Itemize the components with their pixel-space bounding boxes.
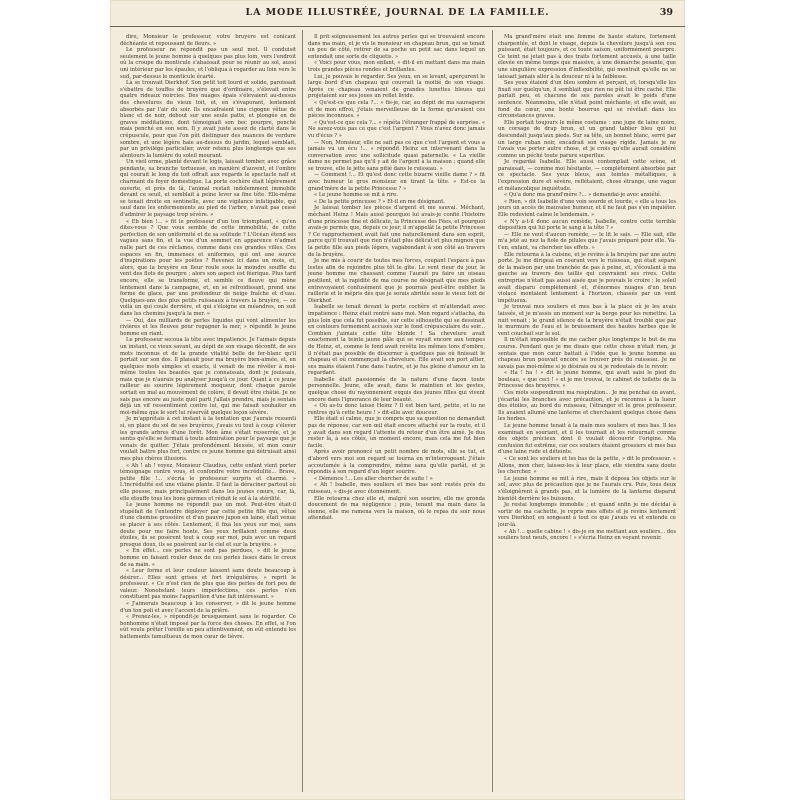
- paragraph: — Oui, des milliards de perles liquides qui vont alimenter les rivières et les fleuves pour regagner la mer, » répondit le jeune homme en riant.: [120, 317, 296, 337]
- paragraph: « De la petite princesse ? » Et-il en me désignant.: [314, 198, 445, 205]
- paragraph: Ces mots suspendirent ma respiration... Je me penchai en avant, j'écartai les branches avec précaution, et je reconnus à la lueur des étoiles, au bord du ruisseau, l'étranger et le gros professeur. Ils avaient allumé une lanterne et cherchaient quelque chose dans les herbes.: [498, 390, 676, 423]
- paragraph: « Ah ! ah ! voyez, Monsieur Claudius, cette enfant vient porter témoignage contre vous, et confondre votre incrédulité... Brave, petite fille !... s'écria le professeur surpris et charmé. » L'incrédulité est une vilaine plante. Il faut la déraciner partout où elle pousse, mais principalement dans les jeunes cœurs, car, là, elle étouffe tous les bons germes et réduit le sol à la stérilité.: [120, 462, 296, 502]
- paragraph: « En effet... ces perles ne sont pas perdues, » dit le jeune homme en faisant rouler deux de ces perles lisses dans le creux de sa main. »: [120, 548, 296, 568]
- paragraph: Je laissai tomber les pièces d'argent et me sauvai. Méchant, méchant Heinz ! Mais aussi pourquoi lui avais-je confié l'histoire d'une princesse fine et délicate, la Princesse des Fées, et pourquoi avais-je permis que, depuis ce jour, il m'appelât la petite Princesse ? Ce rapprochement avait fait une naturellement dans son esprit, parce qu'il trouvait que rien n'était plus délicat et plus mignon que la petite fille aux pieds légers, vagabondant à son côté au travers de la bruyère.: [308, 205, 485, 258]
- paragraph: Ma grand'mère était une femme de haute stature, fortement charpentée, et dont le visage, depuis la chevelure jusqu'à son cou puissant, était toujours, et ce toute saison, uniformément pourpre. Ce teint ne jetait pas à des traits fortement accusés, à une taille élevée en même temps que massive, à une démarche pesante, que une singulière expression d'inflexibilité, qui montrait qu'elle ne se laissait jamais aller à la douceur ni à la faiblesse.: [498, 34, 676, 80]
- paragraph: Le jeune homme tenait à la main mes souliers et mes bas. Il les examinait en souriant, et il les tournait et les retournait comme des objets précieux dont il voulait découvrir l'origine. Ma confusion fut extrême, car ces souliers étaient grossiers et mes bas d'une laine rude et déteinte.: [498, 423, 676, 456]
- paragraph: Elle retourna à la cuisine, et je revins à la bruyère par une autre porte. Je me dirigeai en courant vers le ruisseau, qui était séparé de la maison par une tranchée de pas à peine, et, s'écoulant à ma gauche au travers des taillis qui couvraient ses rives. Cette entreprise n'était pas aussi aisée que je pouvais le croire ; le soleil avait disparu complètement et, d'énormes nuages d'un brun violacé montaient lentement à l'horizon, chassés par un vent impétueux.: [498, 251, 676, 304]
- paragraph: « Qu'est-ce que cela ?... » répéta l'étranger frappé de surprise. « Ne savez-vous pas ce que c'est l'argent ? Vous n'avez donc jamais vu d'écus ? »: [308, 119, 485, 139]
- paragraph: Je restai longtemps immobile ; et quand enfin je me décidai à sortir de ma cachette, je repris mes effets et je revins lentement vers Dierkhof, en songeant à tout ce que j'avais vu et entendu ce jour-là.: [498, 502, 676, 528]
- running-title: LA MODE ILLUSTRÉE, JOURNAL DE LA FAMILLE.: [245, 7, 550, 18]
- paragraph: « N'y a-t-il donc aucun remède, Isabelle, contre cette terrible disposition qui lui porte le sang à la tête ? »: [498, 218, 676, 232]
- paragraph: Elle retourna chez elle et, malgré son sourire, elle me gronda doucement de ma négligence ; puis, tenant ma main dans la sienne, elle me ramena vers la maison, où le repas du soir nous attendait.: [308, 495, 485, 522]
- paragraph: Elle était si calme, que je compris que sa question ne demandait pas de réponse, car son œil était encore attaché sur la route, et il y avait dans son regard l'attente du retour d'un être aimé. Je dus rester là, à ses côtés, un moment encore, mais cela me fut bien facile.: [308, 416, 485, 449]
- paragraph: Lui, je pouvais le regarder. Ses yeux, en se levant, aperçurent le large bord d'un chapeau qui couvrait la moitié de son visage. Après ce chapeau venaient de grandes lunettes bleues qui projetaient sur ses joues un reflet livide.: [308, 73, 485, 100]
- paragraph: Le jeune homme se mit à rire, mais il déposa les objets sur le sol, avec plus de précaution que je ne l'aurais cru. Puis, tous deux s'éloignèrent à grands pas, et la lumière de la lanterne disparut bientôt derrière les buissons.: [498, 475, 676, 502]
- paragraph: — Non, Monsieur, elle ne sait pas ce que c'est l'argent et vous a jamais vu un écu !... » répondit Heinz en intervenant dans la conversation avec une sollicitude quasi paternelle. « La vieille dame ne permet pas qu'il y ait de l'argent à la maison ; quand elle se trouve, elle le jette sans pitié dans le ruisseau. »: [308, 139, 485, 172]
- paragraph: « Ha ! ha ! » dit le jeune homme, qui avait saisi le pied du bouleau, « que ceci ! » et je me trouvai, le cabinet de toilette de la Princesse des bruyères. »: [498, 370, 676, 390]
- paragraph: « Qu'a donc ma grand'mère ?... » demandai-je avec anxiété.: [504, 192, 662, 199]
- paragraph: — Elle ne veut d'aucun remède, — le lit le sais. — Elle sait, elle m'a jeté au nez la fiole de pilules que j'avais préparé pour elle. Va-t'en, enfant, va chercher tes effets. »: [498, 231, 676, 251]
- page-number: 39: [659, 7, 673, 18]
- paragraph: « Rien, » dit Isabelle d'une voix sourde et lourde, « elle a tous les jours un accès de mauvaise humeur, et il ne faut pas s'en inquiéter. Elle redevient calme le lendemain. »: [498, 198, 676, 219]
- paragraph: Je m'apprêtais à cet instant à la tentation que j'aurais ressenti si, en place du sol de ses bruyères, j'avais vu tout à coup s'élever les grands arbres d'une forêt. Mon âme s'était resserrée, et je sentis qu'elle se fermait à toute admiration pour le paysage que je venais de quitter. J'étais profondément blessée, et mon cœur voulait battre plus fort, contre ce jeune homme qui détruisait ainsi mes plus chères illusions.: [120, 416, 296, 462]
- paragraph: « Ah ! Isabelle, mes souliers et mes bas sont restés près du ruisseau, » dis-je avec étonnement.: [308, 482, 485, 495]
- paragraph: « Prenez-les, » répondit-je brusquement sans le regarder. Ce bonhomme n'était imposé par la force des choses. En effet, si l'on eût voulu prêter l'oreille en peu attentivement, on eût entendu les battements tumultueux de mon cœur de lièvre.: [120, 614, 296, 641]
- text-column-2: [308, 34, 485, 790]
- paragraph: Il m'était impossible de me cacher plus longtemps le but de ma course. Pendant que je me disais que cette chose n'était rien, je sentais que mon cœur battait à l'idée que le jeune homme au chapeau brun pouvait encore se trouver près du ruisseau. Je ne savais pas moi-même si je désirais ou si je redoutais de le revoir.: [498, 337, 676, 370]
- paragraph: Elle portait toujours le même costume : une jupe de laine noire, un corsage de drap brun, et un grand tablier bleu qui lui descendait jusqu'aux pieds. Sur sa tête, un bonnet blanc, serré par un large ruban noir, encadrait son visage rigide. Jamais je ne l'avais vue porter autre chose, et je crois qu'elle aurait considéré comme un péché toute parure superflue.: [498, 119, 676, 159]
- paragraph: Le professeur ne répondit pas un seul mot. Il conduisit seulement le jeune homme à quelques pas plus loin, vers l'endroit où la croupe du monticule s'abaissait pour se réunir au sol, aussi uni intérieur par les épaules, et l'obliqua à regarder au loin vers le sud, par-dessus le monticule écarté.: [120, 47, 296, 80]
- paragraph: Je me mis à courir de toutes mes forces, coupant l'espace à pas lestes afin de rejoindre plus tôt le gîte. Le vent rieur du jour, le jeune homme me chassant comme l'aurait pu faire un oiseau pestilent, et la rapidité de ma course ne désignait que mes pieds entrevoyaient confusément que je pourrais peut-être oublier la raillerie et le mépris dès que je serais abritée sous le vieux toit de Dierkhof.: [308, 258, 485, 304]
- text-column-3: [498, 34, 676, 790]
- paragraph: « Ce sont les souliers et les bas de la petite, » dit le professeur. « Allons, mon cher, laissez-les à leur place, elle viendra sans doute les chercher. »: [498, 456, 676, 476]
- paragraph: — Comment !... Et qu'est donc cette bizarre vieille dame ? » fit avec humeur le gros monsieur en tirant la tête. « Est-ce la grand'mère de la petite Princesse ? »: [308, 172, 485, 192]
- paragraph: Isabelle se tenait devant la porte cochère et m'attendait avec impatience : Heinz était rentré sans moi. Mon regard s'attacha, du plus loin que cela fut possible, sur cette silhouette qui se dessinait en contours fermement accusés sur le fond crépusculaire du soir... Combien j'aimais cette tête blonde ! Sa chevelure avait exactement la teinte jaune pâle qui se voyait encore aux tempes de Heinz, et, comme le fond avait revêtu les mêmes tons d'ombre, il n'était pas possible de discerner à quelques pas où finissait le chapeau et où commençait la chevelure. Elle avait son port altier, ses mains étaient l'une dans l'autre, et je fus pleine d'amour en la regardant.: [308, 304, 485, 377]
- paragraph: Le professeur secoua la tête avec impatience. Je l'aimais depuis un instant, ce vieux savant, au dépit de son visage déconfit, de ses mots inconnus et de la grande vitalité belle de fer-blanc qu'il portait sur son dos. Il plaisait pour ma bruyère bien-aimée, et, en quelques mots simples et exacts, il venait de me révéler à moi-même toutes les beautés que je connaissais, dont je jouissais, mais que je n'aurais pu analyser jusqu'à ce jour. Quant à ce jeune railleur au sourire légèrement moqueur, dont chaque parole sortait en mal au mouvement de colère, il devait être châtié. Je ne sais pas encore au juste quel parti j'allais prendre, mais je sentais déjà un vif ressentiment contre lui, qui me faisait souhaiter en moi-même que le sort lui réservât quelque leçon sévère.: [120, 337, 296, 416]
- paragraph: dire, Monsieur le professeur, votre bruyère est conicant déchéante et repoussant de fleurs. »: [120, 34, 296, 47]
- paragraph: Isabelle était passionnée de la nature d'une façon toute personnelle. Jeune, elle avait, dans le maintien et les gestes, quelque chose du rayonnement exquis des jeunes filles qui vivent encore dans l'ignorance de leur beauté.: [308, 376, 485, 403]
- paragraph: « J'aimerais beaucoup à les conserver, » dit le jeune homme d'un ton poli et avec l'accent de la prière.: [120, 601, 296, 614]
- paragraph: « Le jeune homme se mit à rire.: [314, 192, 398, 199]
- column-divider: [492, 30, 493, 792]
- paragraph: « Ah !... quelle cabine ! » dis-je en me mettant aux souliers... des souliers tout neufs, encore ! » s'écria Heinz en voyant revenir.: [498, 528, 676, 542]
- paragraph: Après avoir prononcé un petit nombre de mots, elle se tut, et d'abord vers moi son regard se tourna en m'interrogeant. J'étais accoutumée à la comprendre, même sans qu'elle parlât, et je répondis à son regard d'un léger sourire.: [308, 449, 485, 476]
- paragraph: Un vieil orme, planté devant le logis, laissait tomber, avec grâce pendante, sa branche tortueuse, en manière d'auvent, et l'ombre qui courait le long du toit offrait aux regards le spectacle naïf et charmant du foyer domestique. La porte cochère était légèrement ouverte, et près de là, l'animal restait indolemment immobile devant ce seuil, et semblait à peine lever sa fine tête. Elle-même se tenait droite en sentinelle, avec une vigilance infatigable, qui sauf dans les enfermements au pied de l'arbre, n'avait pas cessé d'admirer le paysage trop sévère. »: [120, 159, 296, 219]
- paragraph: Il prit soigneusement les autres perles qui se trouvaient encore dans ma main, et je vis le monsieur en chapeau brun, qui se tenait un peu de côté, retirer de sa poche un petit sac dans lequel on entendait une sorte de cliquetis. »: [308, 34, 485, 60]
- paragraph: Ses yeux étaient d'un bleu sombre et perçant, et, lorsqu'elle les fixait sur quelqu'un, il semblait que rien ne pût lui être caché. Elle parlait peu, et chacune de ses paroles avait le poids d'une sentence. Néanmoins, elle n'était point méchante, et elle avait, au fond du cœur, une bonté bourrue qui se révélait dans les circonstances graves.: [498, 80, 676, 120]
- paragraph: « Voici pour vous, mon enfant, » dit-il en mettant dans ma main trois grandes pièces rondes et brillantes.: [308, 60, 485, 73]
- paragraph: « Leur forme et leur couleur laissent sans doute beaucoup à désirer... Elles sont grises et fort irrégulières, » reprit le professeur. « Ce n'est rien de plus que des perles de fort peu de valeur. Nonobstant leurs imperfections, ces perles n'en constituent pas moins l'apparition d'une fait intéressant. »: [120, 568, 296, 601]
- paragraph: Je trouvai mes souliers et mes bas à la place où je les avais laissés, et je m'assis un moment sur la berge pour les remettre. La nuit venait ; le grand silence de la bruyère n'était troublé que par le murmure de l'eau et le bruissement des hautes herbes que le vent couchait sur le sol.: [498, 304, 676, 337]
- page-header: [110, 0, 685, 27]
- text-column-1: [120, 34, 296, 790]
- magazine-page: [110, 0, 685, 800]
- paragraph: Je regardai Isabelle. Elle aussi contemplait cette scène, et paraissait, — comme moi hésitante, — complètement absorbée par ce spectacle. Ses yeux bleus, aux teintes métalliques, à l'expression dure et sévère, reflétaient, chose étrange, une vague et mélancolique inquiétude.: [498, 159, 676, 192]
- paragraph: « Démence !... Les aller chercher de suite ! »: [314, 475, 433, 482]
- paragraph: Le jeune homme ne répondit pas un mot. Peut-être était-il stupéfait de l'entendre déployer par cette petite fille qui, vêtue d'une chemise grossière et d'un pauvre jupon en laine, était venue se placer à ses côtés. Lentement, il fixa les yeux sur moi, sans doute pour me faire honte. Ses yeux brillaient comme deux étoiles, ils se posèrent tout à coup sur moi, puis avec un regard presque doux, ils se posèrent sur le ciel et sur la bruyère. »: [120, 502, 296, 548]
- paragraph: Là se trouvait Dierkhof. Son petit toit lourd et solide, paroissait s'ébattre de touffes de bruyère que d'ordinaire, s'élevait entre quatre rideaux noircies. Des nuages épais s'élevaient au-dessus des chevelures du vieux toit, et, en s'évaporant, lentement absorbés par l'air du soir. Ils encadraient une cigogne vêtue de blanc et de noir, debout sur une seule patte, et plongée en de graves méditations, dont témoignait son bec pourpre, penché mais penché en son sein. Il y avait juste assez de clarté dans le crépuscule, pour que l'on pût distinguer des nuances de verdure sombre, et une légère haie au-dessus du jardin, lequel semblait, par un privilège particulier, avoir retenu plus longtemps que ses alentours la lumière du soleil mourant.: [120, 80, 296, 159]
- paragraph: « Eh bien !... » fit le professeur d'un ton triomphant, « qu'en dites-vous ? Que vous semble de cette immobilité, de cette perfection de son uniformité et de sa solitude ? L'Océan étend ses vagues sans fin, et la vue d'un sommet en apparence n'admet nulle part de ces réclames, comme dans ces grandes villes. Ces espaces en fin, immenses et uniformes, qui ont une source d'inspirations pour les poètes ? Revenez ici dans un mois, et, alors, que la bruyère en fleur roule sous la moindre souffle du vent des flots de pourpre ; alors son aspect est féerique. Plus tard encore, elle se transforme, et semble ce fleuve qui mène lentement dans la campagne, et, en se refroidissant, prend une forme de glace, par une profondeur de neige fraîche et d'eau. Quelques-uns des plus petits ruisseaux à travers la bruyère, — ce voilà un qui coule derrière, et qui s'éloigne en méandres, on suit dans les chemins jusqu'à la mer. »: [120, 218, 296, 317]
- paragraph: « Où as-tu donc laissé Heinz ? Il est bien tard, petite, et tu ne rentres qu'à cette heure ! » dit-elle avec douceur.: [308, 403, 485, 416]
- paragraph: « Qu'est-ce que cela ?... » fis-je, car, au dépit de ma sauvagerie et de mon effroi, j'étais merveilleuse de la forme qu'avaient ces pièces inconnues. »: [308, 99, 485, 120]
- column-divider: [302, 30, 303, 792]
